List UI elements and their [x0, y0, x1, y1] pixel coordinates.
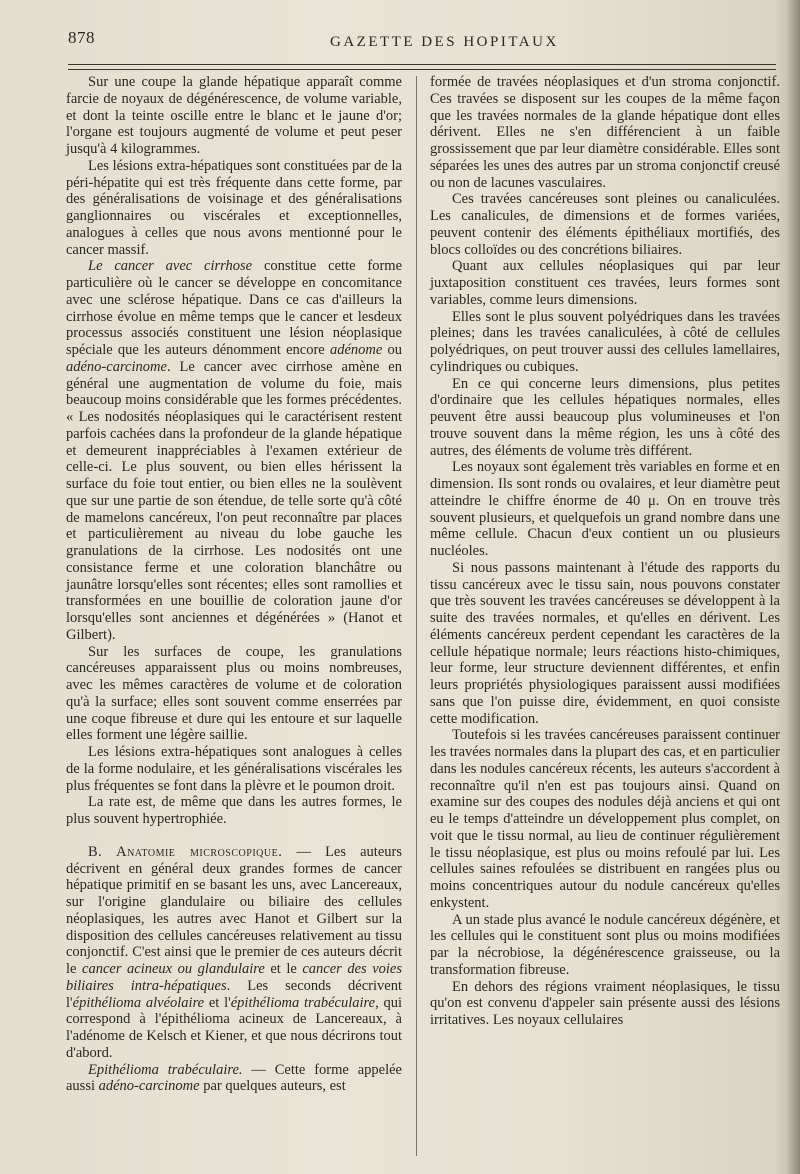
left-paragraph-2: Les lésions extra-hépatiques sont constituées par de la péri-hépatite qui est très fréquente dans cette forme, par des généralisations de voisinage et des généralisations ganglionnaires ou viscérales et exceptionnelles, analogues à celles que nous avons mentionné pour le cancer massif.: [66, 157, 402, 258]
right-column: [430, 74, 780, 1029]
right-paragraph-6: Les noyaux sont également très variables en forme et en dimension. Ils sont ronds ou ovalaires, et leur diamètre peut atteindre le chiffre énorme de 40 μ. On en trouve très souvent plusieurs, et quelquefois un grand nombre dans une même cellule. Chacun d'eux contient un ou plusieurs nucléoles.: [430, 459, 780, 559]
running-head: GAZETTE DES HOPITAUX: [330, 34, 559, 50]
right-paragraph-7: Si nous passons maintenant à l'étude des rapports du tissu cancéreux avec le tissu sain, nous pouvons constater que très souvent les travées cancéreuses se développent à la suite des travées normales, et qu'elles en dérivent. Les éléments cancéreux perdent cependant les caractères de la cellule hépatique normale; leurs réactions histo-chimiques, leur forme, leur structure deviennent différentes, et enfin leurs propriétés physiologiques paraissent aussi modifiées sans que l'on puisse dire, évidemment, en quoi consiste cette modification.: [430, 559, 780, 727]
left-paragraph-7: B. Anatomie microscopique. — Les auteurs décrivent en général deux grandes formes de cancer hépatique primitif en se basant les uns, avec Lancereaux, sur l'origine glandulaire ou biliaire des cellules néoplasiques, les autres avec Hanot et Gilbert sur la disposition des cellules cancéreuses relativement au tissu conjonctif. C'est ainsi que le premier de ces auteurs décrit le cancer acineux ou glandulaire et le cancer des voies biliaires intra-hépatiques. Les seconds décrivent l'épithélioma alvéolaire et l'épithélioma trabéculaire, qui correspond à l'épithélioma acineux de Lancereaux, à l'adénome de Kelsch et Kiener, et que nous décrirons tout d'abord.: [66, 843, 402, 1061]
header-rule-bottom: [68, 69, 776, 70]
right-paragraph-1: formée de travées néoplasiques et d'un stroma conjonctif. Ces travées se disposent sur les coupes de la même façon que les travées normales de la glande hépatique dont elles dérivent. Elles ne s'en différencient à un faible grossissement que par leur diamètre considérable. Elles sont séparées les unes des autres par un stroma conjonctif creusé ou non de lacunes vasculaires.: [430, 74, 780, 191]
header-rule-top: [68, 64, 776, 65]
cancer-cirrhose-term: Le cancer avec cirrhose: [88, 258, 253, 275]
right-paragraph-9: A un stade plus avancé le nodule cancéreux dégénère, et les cellules qui le constituent sont plus ou moins modifiées par la nécrobiose, la dégénérescence graisseuse, ou la transformation fibreuse.: [430, 911, 780, 978]
left-paragraph-6: La rate est, de même que dans les autres formes, le plus souvent hypertrophiée.: [66, 794, 402, 827]
right-paragraph-4: Elles sont le plus souvent polyédriques dans les travées pleines; dans les travées canaliculées, à côté de cellules polyédriques, on peut trouver aussi des cellules lamellaires, cylindriques ou cubiques.: [430, 308, 780, 375]
subheading-epithelioma: Epithélioma trabéculaire.: [88, 1061, 243, 1078]
left-paragraph-5: Les lésions extra-hépatiques sont analogues à celles de la forme nodulaire, et les généralisations viscérales les plus fréquentes se font dans la plèvre et le poumon droit.: [66, 744, 402, 794]
right-paragraph-2: Ces travées cancéreuses sont pleines ou canaliculées. Les canalicules, de dimensions et de formes variées, peuvent contenir des éléments épithéliaux mortifiés, des blocs colloïdes ou des concrétions biliaires.: [430, 191, 780, 258]
left-paragraph-8: Epithélioma trabéculaire. — Cette forme appelée aussi adéno-carcinome par quelques auteurs, est: [66, 1061, 402, 1095]
section-heading-anatomie: B. Anatomie microscopique.: [88, 843, 283, 860]
left-column: [66, 74, 402, 1095]
right-paragraph-5: En ce qui concerne leurs dimensions, plus petites d'ordinaire que les cellules hépatiques normales, elles peuvent être aussi beaucoup plus volumineuses et l'on trouve souvent dans la même région, les uns à côté des autres, des éléments de volume très différent.: [430, 375, 780, 459]
page-header: [0, 22, 800, 58]
right-paragraph-3: Quant aux cellules néoplasiques qui par leur juxtaposition constituent ces travées, leurs formes sont variables, comme leurs dimensions.: [430, 258, 780, 308]
page-edge-shadow: [786, 0, 800, 1174]
left-paragraph-3: Le cancer avec cirrhose constitue cette forme particulière où le cancer se développe en concomitance avec une sclérose hépatique. Dans ce cas d'ailleurs la cirrhose évolue en même temps que le cancer et lesdeux processus associés constituent une lésion néoplasique spéciale que les auteurs dénomment encore adénome ou adéno-carcinome. Le cancer avec cirrhose amène en général une augmentation de volume du foie, mais beaucoup moins considérable que les formes précédentes. « Les nodosités néoplasiques qui le caractérisent restent parfois cachées dans la profondeur de la glande hépatique et demeurent inappréciables à l'examen extérieur de celle-ci. Le plus souvent, ou bien elles hérissent la surface du foie tout entier, ou bien elles ne la soulèvent que sur une partie de son étendue, de telle sorte qu'à côté de mamelons cancéreux, l'on peut reconnaître par places et particulièrement au niveau du lobe gauche les granulations de la cirrhose. Les nodosités ont une consistance ferme et une coloration blanchâtre ou jaunâtre lorsqu'elles sont récentes; elles sont ramollies et transformées en une bouillie de coloration jaune d'or lorsqu'elles sont anciennes et dégénérées » (Hanot et Gilbert).: [66, 258, 403, 643]
left-paragraph-4: Sur les surfaces de coupe, les granulations cancéreuses apparaissent plus ou moins nombreuses, avec les mêmes caractères de volume et de coloration qu'à la surface; elles sont souvent comme enserrées par une coque fibreuse et dure qui les entoure et sur laquelle elles forment une légère saillie.: [66, 643, 402, 744]
page-number: 878: [68, 28, 95, 47]
column-divider: [416, 76, 417, 1156]
right-paragraph-10: En dehors des régions vraiment néoplasiques, le tissu qu'on est convenu d'appeler sain présente aussi des lésions irritatives. Les noyaux cellulaires: [430, 978, 780, 1028]
right-paragraph-8: Toutefois si les travées cancéreuses paraissent continuer les travées normales dans la plupart des cas, et en particulier dans les nodules cancéreux récents, les auteurs s'accordent à reconnaître qu'il n'en est pas toujours ainsi. Quand on examine sur des coupes des nodules déjà anciens et qui ont eu le temps d'atteindre un développement plus complet, on voit que le tissu normal, au lieu de continuer régulièrement le tissu néoplasique, est plus ou moins refoulé par lui. Les cellules saines refoulées se distribuent en rangées plus ou moins concentriques autour du nodule cancéreux qu'elles enkystent.: [430, 727, 780, 911]
left-paragraph-1: Sur une coupe la glande hépatique apparaît comme farcie de noyaux de dégénérescence, de volume variable, et dont la teinte oscille entre le blanc et le jaune d'or; l'organe est toujours augmenté de volume et peut peser jusqu'à 4 kilogrammes.: [66, 74, 402, 157]
